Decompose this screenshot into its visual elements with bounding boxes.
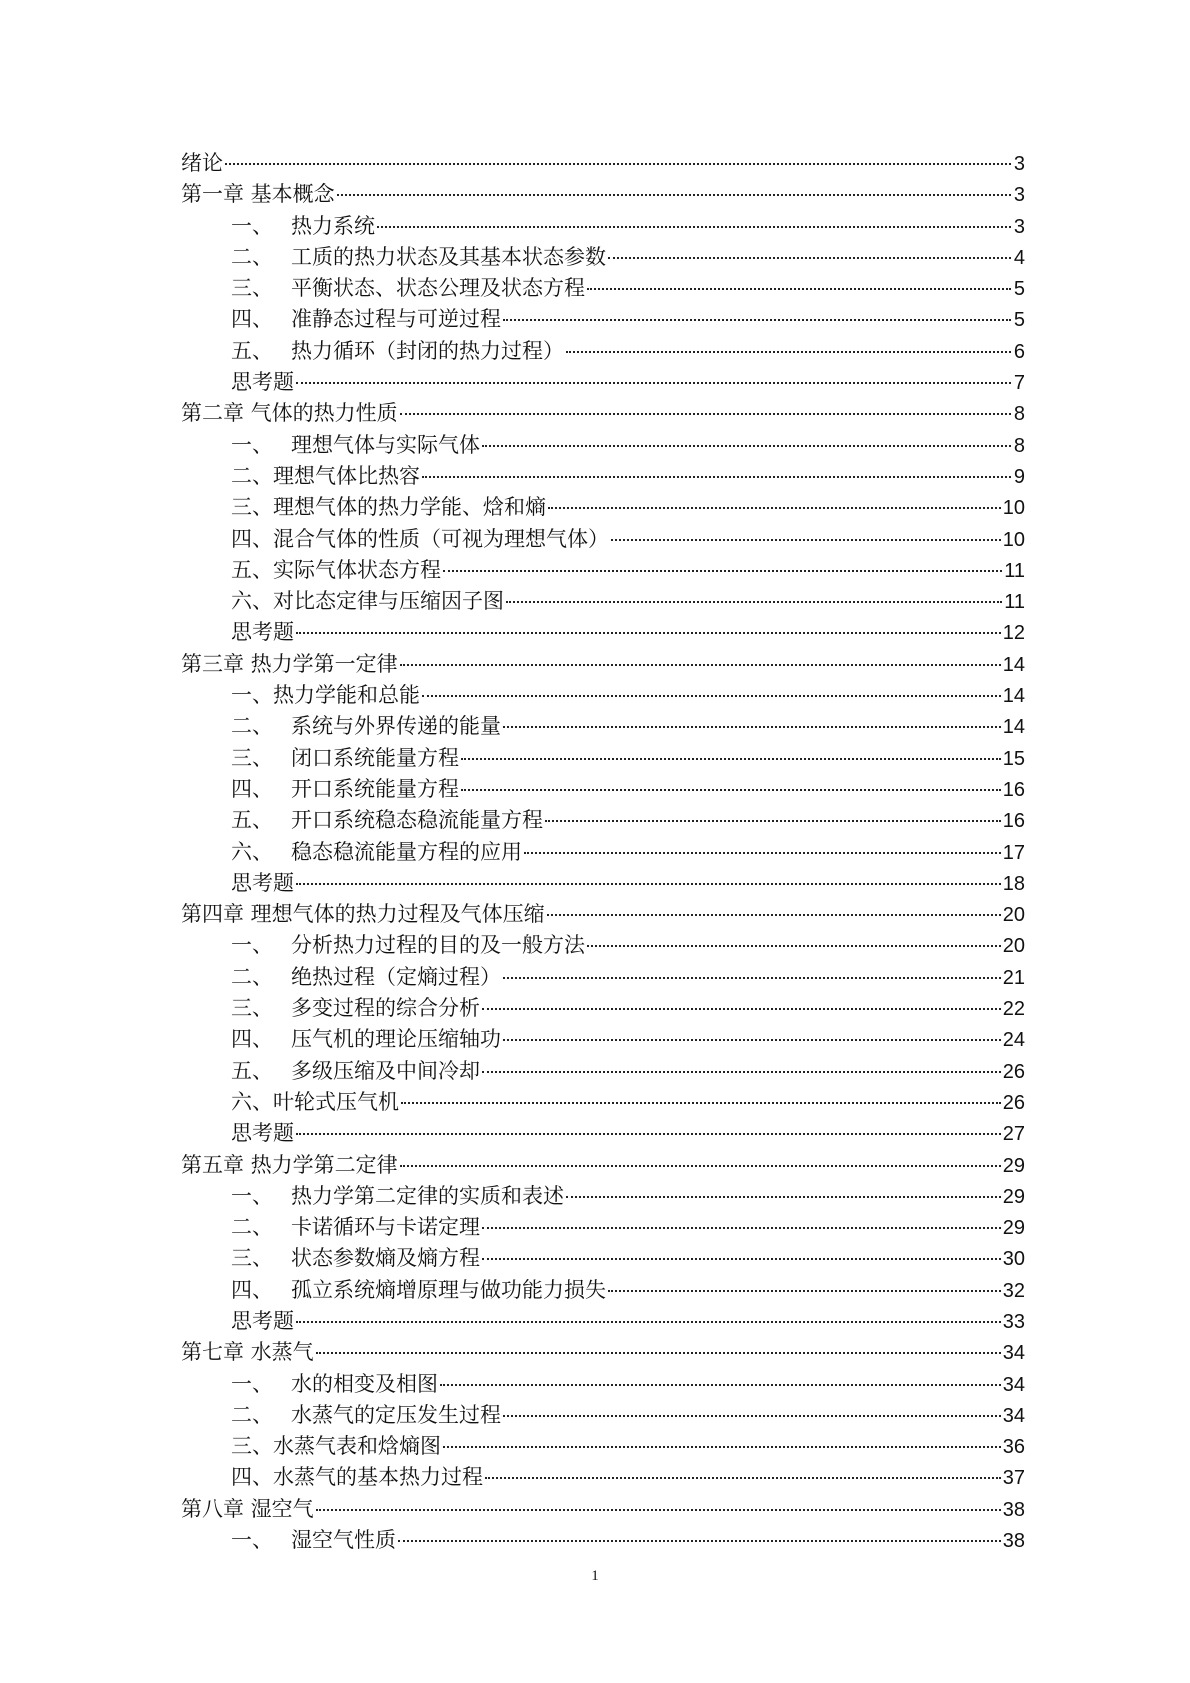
- toc-entry-text: 四、混合气体的性质（可视为理想气体）: [231, 526, 609, 551]
- toc-section-entry[interactable]: [181, 711, 1025, 742]
- toc-entry-title: [231, 1181, 564, 1212]
- toc-section-entry[interactable]: [181, 774, 1025, 805]
- toc-entry-text: 湿空气性质: [291, 1528, 396, 1553]
- dot-leader: [225, 163, 1011, 165]
- dot-leader: [440, 1384, 1001, 1386]
- toc-entry-text: 孤立系统熵增原理与做功能力损失: [291, 1277, 606, 1302]
- toc-page-number: 24: [1002, 1029, 1025, 1052]
- toc-entry-text: 卡诺循环与卡诺定理: [291, 1215, 480, 1240]
- toc-entry-text: 热力系统: [291, 213, 375, 238]
- toc-entry-text: 思考题: [231, 620, 294, 645]
- toc-entry-number: 三、: [231, 276, 273, 301]
- toc-entry-number: 二、: [231, 1215, 273, 1240]
- toc-section-entry[interactable]: [181, 1243, 1025, 1274]
- toc-entry-text: 一、热力学能和总能: [231, 683, 420, 708]
- toc-section-entry[interactable]: [181, 1431, 1025, 1462]
- toc-entry-number: 五、: [231, 1058, 273, 1083]
- toc-entry-text: 压气机的理论压缩轴功: [291, 1027, 501, 1052]
- dot-leader: [503, 726, 1001, 728]
- dot-leader: [422, 695, 1001, 697]
- toc-section-entry[interactable]: [181, 1024, 1025, 1055]
- dot-leader: [400, 664, 1001, 666]
- toc-entry-text: 水蒸气的定压发生过程: [291, 1402, 501, 1427]
- toc-entry-title: [231, 336, 564, 367]
- toc-page-number: 30: [1002, 1248, 1025, 1271]
- toc-page-number: 11: [1004, 591, 1025, 614]
- dot-leader: [400, 1165, 1001, 1167]
- toc-section-entry[interactable]: [181, 430, 1025, 461]
- toc-entry-title: [231, 555, 441, 586]
- toc-page-number: 5: [1013, 309, 1025, 332]
- dot-leader: [587, 288, 1011, 290]
- toc-entry-text: 热力循环（封闭的热力过程）: [291, 338, 564, 363]
- toc-entry-text: 思考题: [231, 1121, 294, 1146]
- toc-page-number: 14: [1002, 653, 1025, 676]
- toc-entry-title: [231, 837, 522, 868]
- dot-leader: [400, 413, 1011, 415]
- toc-entry-title: [181, 398, 398, 429]
- toc-entry-text: 六、对比态定律与压缩因子图: [231, 589, 504, 614]
- dot-leader: [377, 226, 1011, 228]
- toc-section-entry[interactable]: [181, 1118, 1025, 1149]
- toc-entry-text: 状态参数熵及熵方程: [291, 1246, 480, 1271]
- toc-entry-text: 四、水蒸气的基本热力过程: [231, 1465, 483, 1490]
- toc-section-entry[interactable]: [181, 743, 1025, 774]
- toc-section-entry[interactable]: [181, 993, 1025, 1024]
- dot-leader: [611, 539, 1001, 541]
- toc-entry-text: 水的相变及相图: [291, 1371, 438, 1396]
- toc-entry-text: 分析热力过程的目的及一般方法: [291, 933, 585, 958]
- toc-page-number: 14: [1002, 716, 1025, 739]
- dot-leader: [503, 1039, 1001, 1041]
- dot-leader: [296, 1321, 1001, 1323]
- toc-entry-title: [231, 492, 546, 523]
- toc-page-number: 15: [1002, 747, 1025, 770]
- dot-leader: [443, 1446, 1001, 1448]
- toc-page-number: 29: [1002, 1217, 1025, 1240]
- dot-leader: [608, 257, 1011, 259]
- toc-entry-text: 第二章 气体的热力性质: [181, 401, 398, 426]
- toc-page-number: 6: [1013, 340, 1025, 363]
- toc-entry-number: 六、: [231, 839, 273, 864]
- toc-entry-title: [231, 586, 504, 617]
- toc-entry-text: 三、理想气体的热力学能、焓和熵: [231, 495, 546, 520]
- dot-leader: [503, 319, 1011, 321]
- toc-entry-number: 一、: [231, 1371, 273, 1396]
- toc-page-number: 10: [1002, 528, 1025, 551]
- table-of-contents: [181, 148, 1025, 1556]
- toc-chapter-entry[interactable]: [181, 1150, 1025, 1181]
- dot-leader: [316, 1509, 1001, 1511]
- toc-section-entry[interactable]: [181, 1400, 1025, 1431]
- toc-entry-title: [181, 1337, 314, 1368]
- toc-section-entry[interactable]: [181, 336, 1025, 367]
- dot-leader: [485, 1477, 1001, 1479]
- toc-section-entry[interactable]: [181, 1212, 1025, 1243]
- dot-leader: [482, 1008, 1001, 1010]
- toc-entry-number: 四、: [231, 307, 273, 332]
- toc-entry-text: 准静态过程与可逆过程: [291, 307, 501, 332]
- dot-leader: [482, 1258, 1001, 1260]
- toc-page-number: 36: [1002, 1436, 1025, 1459]
- toc-page-number: 9: [1013, 465, 1025, 488]
- toc-entry-title: [231, 993, 480, 1024]
- toc-page-number: 20: [1002, 935, 1025, 958]
- toc-entry-text: 开口系统稳态稳流能量方程: [291, 808, 543, 833]
- toc-entry-text: 第七章 水蒸气: [181, 1340, 314, 1365]
- toc-entry-title: [231, 1525, 396, 1556]
- dot-leader: [443, 570, 1002, 572]
- toc-entry-title: [231, 461, 420, 492]
- toc-entry-number: 一、: [231, 1528, 273, 1553]
- toc-section-entry[interactable]: [181, 461, 1025, 492]
- dot-leader: [548, 507, 1001, 509]
- toc-section-entry[interactable]: [181, 805, 1025, 836]
- toc-entry-number: 四、: [231, 1027, 273, 1052]
- toc-entry-title: [231, 743, 459, 774]
- toc-entry-number: 一、: [231, 933, 273, 958]
- toc-entry-title: [231, 1369, 438, 1400]
- toc-entry-number: 三、: [231, 996, 273, 1021]
- toc-entry-title: [231, 273, 585, 304]
- dot-leader: [401, 1102, 1001, 1104]
- toc-entry-title: [231, 524, 609, 555]
- dot-leader: [337, 194, 1011, 196]
- toc-entry-title: [181, 649, 398, 680]
- dot-leader: [506, 601, 1002, 603]
- toc-page-number: 29: [1002, 1185, 1025, 1208]
- toc-entry-title: [181, 1150, 398, 1181]
- toc-entry-title: [231, 242, 606, 273]
- toc-section-entry[interactable]: [181, 367, 1025, 398]
- dot-leader: [296, 883, 1001, 885]
- toc-entry-title: [231, 617, 294, 648]
- toc-section-entry[interactable]: [181, 1275, 1025, 1306]
- toc-entry-title: [231, 774, 459, 805]
- toc-entry-title: [231, 430, 480, 461]
- toc-page-number: 38: [1002, 1498, 1025, 1521]
- toc-entry-title: [231, 1431, 441, 1462]
- toc-entry-number: 五、: [231, 338, 273, 363]
- toc-entry-text: 理想气体与实际气体: [291, 432, 480, 457]
- toc-section-entry[interactable]: [181, 868, 1025, 899]
- toc-section-entry[interactable]: [181, 555, 1025, 586]
- toc-chapter-entry[interactable]: [181, 899, 1025, 930]
- dot-leader: [524, 852, 1001, 854]
- toc-entry-text: 三、水蒸气表和焓熵图: [231, 1434, 441, 1459]
- toc-page-number: 32: [1002, 1279, 1025, 1302]
- toc-section-entry[interactable]: [181, 304, 1025, 335]
- dot-leader: [587, 945, 1001, 947]
- toc-page-number: 26: [1002, 1091, 1025, 1114]
- toc-entry-text: 第四章 理想气体的热力过程及气体压缩: [181, 902, 545, 927]
- toc-entry-title: [181, 1494, 314, 1525]
- toc-page-number: 11: [1004, 559, 1025, 582]
- toc-page-number: 22: [1002, 998, 1025, 1021]
- toc-entry-text: 热力学第二定律的实质和表述: [291, 1183, 564, 1208]
- toc-entry-title: [231, 1306, 294, 1337]
- toc-section-entry[interactable]: [181, 1306, 1025, 1337]
- toc-entry-number: 一、: [231, 432, 273, 457]
- toc-entry-title: [181, 148, 223, 179]
- toc-entry-number: 三、: [231, 745, 273, 770]
- toc-entry-number: 一、: [231, 1183, 273, 1208]
- toc-page-number: 16: [1002, 810, 1025, 833]
- dot-leader: [296, 632, 1001, 634]
- toc-entry-title: [231, 1462, 483, 1493]
- toc-page-number: 29: [1002, 1154, 1025, 1177]
- toc-entry-number: 二、: [231, 1402, 273, 1427]
- toc-page-number: 34: [1002, 1342, 1025, 1365]
- dot-leader: [503, 977, 1001, 979]
- toc-page-number: 26: [1002, 1060, 1025, 1083]
- toc-entry-title: [231, 1275, 606, 1306]
- toc-entry-number: 二、: [231, 244, 273, 269]
- dot-leader: [482, 1071, 1001, 1073]
- toc-chapter-entry[interactable]: [181, 179, 1025, 210]
- toc-page-number: 34: [1002, 1373, 1025, 1396]
- toc-entry-number: 一、: [231, 213, 273, 238]
- toc-page-number: 7: [1013, 372, 1025, 395]
- dot-leader: [482, 1227, 1001, 1229]
- toc-entry-number: 五、: [231, 808, 273, 833]
- toc-entry-text: 平衡状态、状态公理及状态方程: [291, 276, 585, 301]
- toc-entry-number: 四、: [231, 1277, 273, 1302]
- toc-entry-text: 系统与外界传递的能量: [291, 714, 501, 739]
- toc-page-number: 34: [1002, 1404, 1025, 1427]
- toc-chapter-entry[interactable]: [181, 1337, 1025, 1368]
- toc-entry-title: [231, 1212, 480, 1243]
- toc-section-entry[interactable]: [181, 962, 1025, 993]
- toc-page-number: 27: [1002, 1123, 1025, 1146]
- toc-section-entry[interactable]: [181, 492, 1025, 523]
- toc-entry-number: 四、: [231, 776, 273, 801]
- dot-leader: [566, 351, 1011, 353]
- toc-entry-title: [181, 179, 335, 210]
- toc-section-entry[interactable]: [181, 1087, 1025, 1118]
- toc-page-number: 12: [1002, 622, 1025, 645]
- toc-entry-title: [231, 711, 501, 742]
- dot-leader: [422, 476, 1011, 478]
- toc-page-number: 8: [1013, 403, 1025, 426]
- toc-section-entry[interactable]: [181, 930, 1025, 961]
- toc-entry-text: 绪论: [181, 151, 223, 175]
- toc-entry-number: 二、: [231, 714, 273, 739]
- toc-section-entry[interactable]: [181, 1462, 1025, 1493]
- toc-entry-text: 思考题: [231, 870, 294, 895]
- toc-entry-text: 第三章 热力学第一定律: [181, 651, 398, 676]
- dot-leader: [608, 1290, 1001, 1292]
- toc-page-number: 16: [1002, 778, 1025, 801]
- toc-section-entry[interactable]: [181, 211, 1025, 242]
- toc-entry-title: [231, 304, 501, 335]
- dot-leader: [296, 1133, 1001, 1135]
- toc-entry-text: 五、实际气体状态方程: [231, 557, 441, 582]
- toc-entry-title: [231, 868, 294, 899]
- toc-entry-text: 第五章 热力学第二定律: [181, 1152, 398, 1177]
- toc-entry-title: [231, 211, 375, 242]
- toc-entry-title: [181, 899, 545, 930]
- toc-entry-text: 六、叶轮式压气机: [231, 1089, 399, 1114]
- toc-entry-title: [231, 1024, 501, 1055]
- toc-chapter-entry[interactable]: [181, 1494, 1025, 1525]
- toc-page-number: 20: [1002, 904, 1025, 927]
- toc-section-entry[interactable]: [181, 1181, 1025, 1212]
- dot-leader: [296, 382, 1011, 384]
- toc-section-entry[interactable]: [181, 273, 1025, 304]
- toc-page-number: 8: [1013, 434, 1025, 457]
- toc-chapter-entry[interactable]: [181, 649, 1025, 680]
- toc-entry-text: 思考题: [231, 1308, 294, 1333]
- toc-entry-title: [231, 1056, 480, 1087]
- toc-entry-text: 思考题: [231, 370, 294, 395]
- toc-entry-number: 二、: [231, 964, 273, 989]
- toc-entry-title: [231, 1087, 399, 1118]
- toc-section-entry[interactable]: [181, 1525, 1025, 1556]
- toc-entry-title: [231, 367, 294, 398]
- toc-page-number: 37: [1002, 1467, 1025, 1490]
- toc-entry-title: [231, 805, 543, 836]
- dot-leader: [316, 1352, 1001, 1354]
- toc-page-number: 14: [1002, 685, 1025, 708]
- toc-page-number: 17: [1002, 841, 1025, 864]
- toc-chapter-entry[interactable]: [181, 148, 1025, 179]
- toc-section-entry[interactable]: [181, 1369, 1025, 1400]
- dot-leader: [398, 1540, 1001, 1542]
- toc-section-entry[interactable]: [181, 524, 1025, 555]
- toc-chapter-entry[interactable]: [181, 398, 1025, 429]
- toc-entry-title: [231, 1400, 501, 1431]
- toc-section-entry[interactable]: [181, 680, 1025, 711]
- toc-entry-text: 稳态稳流能量方程的应用: [291, 839, 522, 864]
- toc-entry-title: [231, 680, 420, 711]
- toc-entry-text: 开口系统能量方程: [291, 776, 459, 801]
- toc-page-number: 4: [1013, 246, 1025, 269]
- page-number: 1: [591, 1568, 599, 1584]
- toc-page-number: 21: [1002, 966, 1025, 989]
- toc-section-entry[interactable]: [181, 837, 1025, 868]
- dot-leader: [566, 1196, 1001, 1198]
- toc-entry-text: 多级压缩及中间冷却: [291, 1058, 480, 1083]
- toc-page-number: 18: [1002, 872, 1025, 895]
- toc-entry-text: 第一章 基本概念: [181, 182, 335, 207]
- dot-leader: [461, 758, 1001, 760]
- toc-entry-number: 三、: [231, 1246, 273, 1271]
- toc-page-number: 3: [1013, 215, 1025, 238]
- toc-entry-title: [231, 962, 501, 993]
- toc-entry-text: 闭口系统能量方程: [291, 745, 459, 770]
- toc-entry-title: [231, 1243, 480, 1274]
- toc-page-number: 10: [1002, 497, 1025, 520]
- toc-page-number: 3: [1013, 153, 1025, 175]
- toc-entry-title: [231, 1118, 294, 1149]
- toc-entry-text: 工质的热力状态及其基本状态参数: [291, 244, 606, 269]
- toc-section-entry[interactable]: [181, 617, 1025, 648]
- dot-leader: [503, 1415, 1001, 1417]
- toc-page-number: 5: [1013, 278, 1025, 301]
- toc-section-entry[interactable]: [181, 586, 1025, 617]
- toc-entry-text: 绝热过程（定熵过程）: [291, 964, 501, 989]
- toc-entry-title: [231, 930, 585, 961]
- toc-page-number: 33: [1002, 1310, 1025, 1333]
- toc-page-number: 38: [1002, 1530, 1025, 1553]
- dot-leader: [461, 789, 1001, 791]
- dot-leader: [482, 445, 1011, 447]
- dot-leader: [547, 914, 1001, 916]
- toc-page-number: 3: [1013, 184, 1025, 207]
- toc-entry-text: 第八章 湿空气: [181, 1496, 314, 1521]
- toc-entry-text: 二、理想气体比热容: [231, 463, 420, 488]
- toc-section-entry[interactable]: [181, 1056, 1025, 1087]
- toc-section-entry[interactable]: [181, 242, 1025, 273]
- dot-leader: [545, 820, 1001, 822]
- toc-entry-text: 多变过程的综合分析: [291, 996, 480, 1021]
